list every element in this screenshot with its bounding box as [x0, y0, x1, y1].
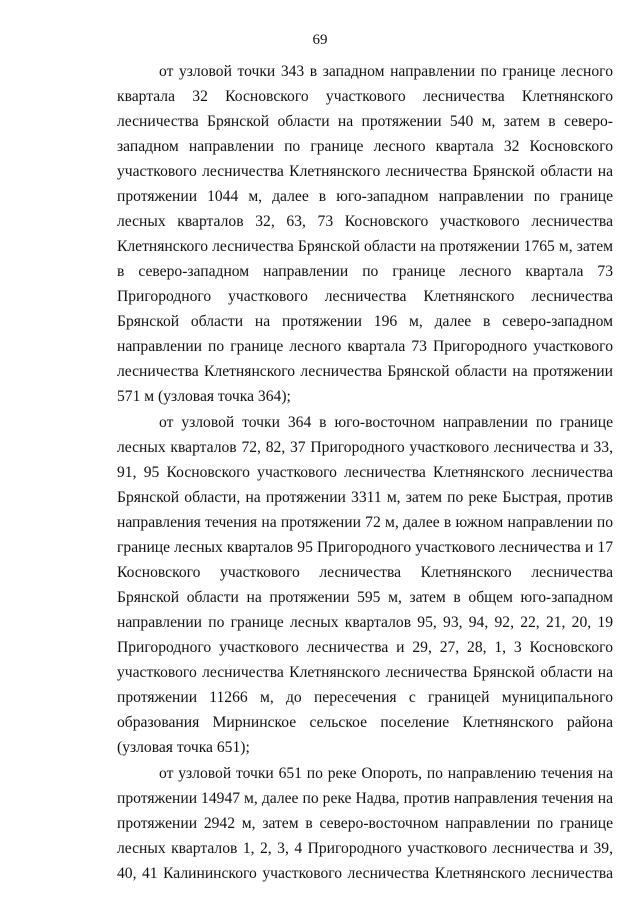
paragraph-node-364: от узловой точки 364 в юго-восточном направлении по границе лесных кварталов 72, 82, 37 Пригородного участкового лесничества и 33, 91, 95 Косновского участкового лесничества Клетнянского лесничества Брянской области, на протяжении 3311 м, затем по реке Быстрая, против направления течения на протяжении 72 м, далее в южном направлении по границе лесных кварталов 95 Пригородного участкового лесничества и 17 Косновского участкового лесничества Клетнянского лесничества Брянской области на протяжении 595 м, затем в общем юго-западном направлении по границе лесных кварталов 95, 93, 94, 92, 22, 21, 20, 19 Пригородного участкового лесничества и 29, 27, 28, 1, 3 Косновского участкового лесничества Клетнянского лесничества Брянской области на протяжении 11266 м, до пересечения с границей муниципального образования Мирнинское сельское поселение Клетнянского района (узловая точка 651); — [117, 414, 613, 756]
paragraph-node-343: от узловой точки 343 в западном направлении по границе лесного квартала 32 Косновского участкового лесничества Клетнянского лесничества Брянской области на протяжении 540 м, затем в северо-западном направлении по границе лесного квартала 32 Косновского участкового лесничества Клетнянского лесничества Брянской области на протяжении 1044 м, далее в юго-западном направлении по границе лесных кварталов 32, 63, 73 Косновского участкового лесничества Клетнянского лесничества Брянской области на протяжении 1765 м, затем в северо-западном направлении по границе лесного квартала 73 Пригородного участкового лесничества Клетнянского лесничества Брянской области на протяжении 196 м, далее в северо-западном направлении по границе лесного квартала 73 Пригородного участкового лесничества Клетнянского лесничества Брянской области на протяжении 571 м (узловая точка 364); — [117, 63, 613, 405]
page-number: 69 — [312, 32, 328, 48]
paragraph-node-651: от узловой точки 651 по реке Опороть, по направлению течения на протяжении 14947 м, далее по реке Надва, против направления течения на протяжении 2942 м, затем в северо-восточном направлении по границе лесных кварталов 1, 2, 3, 4 Пригородного участкового лесничества и 39, 40, 41 Калининского участкового лесничества Клетнянского лесничества — [117, 765, 613, 882]
document-body — [117, 59, 613, 886]
